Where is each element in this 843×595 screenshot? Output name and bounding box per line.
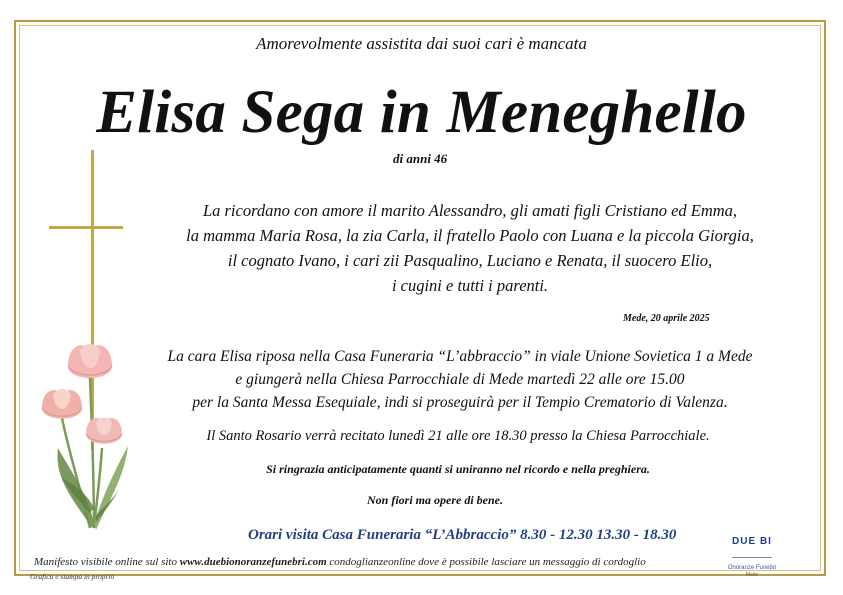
funeral-line: e giungerà nella Chiesa Parrocchiale di Mede martedì 22 alle ore 15.00 bbox=[235, 371, 685, 388]
footer-suffix: condoglianzeonline dove è possibile lasciare un messaggio di cordoglio bbox=[326, 556, 646, 568]
website-link[interactable]: www.duebionoranzefunebri.com bbox=[179, 556, 327, 568]
footer-text bbox=[34, 556, 646, 568]
company-logo bbox=[716, 536, 788, 578]
logo-divider-icon bbox=[722, 556, 782, 560]
funeral-line: per la Santa Messa Esequiale, indi si proseguirà per il Tempio Crematorio di Valenza. bbox=[192, 394, 728, 411]
visiting-hours: Orari visita Casa Funeraria “L’Abbraccio” 8.30 - 12.30 13.30 - 18.30 bbox=[248, 527, 677, 543]
family-line: La ricordano con amore il marito Alessandro, gli amati figli Cristiano ed Emma, bbox=[202, 201, 738, 220]
place-date: Mede, 20 aprile 2025 bbox=[623, 313, 710, 324]
family-line: la mamma Maria Rosa, la zia Carla, il fratello Paolo con Luana e la piccola Giorgia, bbox=[186, 226, 754, 245]
age-text: di anni 46 bbox=[393, 151, 448, 166]
funeral-line: La cara Elisa riposa nella Casa Funeraria “L’abbraccio” in viale Unione Sovietica 1 a Mede bbox=[167, 348, 753, 365]
no-flowers-text: Non fiori ma opere di bene. bbox=[367, 493, 503, 507]
logo-brand: DUE BI bbox=[732, 536, 772, 547]
thanks-text: Si ringrazia anticipatamente quanti si uniranno nel ricordo e nella preghiera. bbox=[266, 462, 650, 476]
funeral-paragraph bbox=[120, 345, 800, 414]
footer-prefix: Manifesto visibile online sul sito bbox=[34, 556, 180, 568]
intro-text: Amorevolmente assistita dai suoi cari è mancata bbox=[256, 34, 587, 53]
family-line: i cugini e tutti i parenti. bbox=[391, 276, 549, 295]
family-line: il cognato Ivano, i cari zii Pasqualino, Luciano e Renata, il suocero Elio, bbox=[227, 251, 713, 270]
family-paragraph bbox=[120, 198, 820, 298]
logo-city: Mede bbox=[745, 572, 759, 578]
rosary-text: Il Santo Rosario verrà recitato lunedì 21 alle ore 18.30 presso la Chiesa Parrocchiale. bbox=[206, 428, 710, 444]
logo-subtitle: Onoranze Funebri bbox=[727, 565, 777, 571]
deceased-name: Elisa Sega in Meneghello bbox=[96, 79, 747, 146]
print-credit: Grafica e stampa in proprio bbox=[30, 572, 115, 581]
